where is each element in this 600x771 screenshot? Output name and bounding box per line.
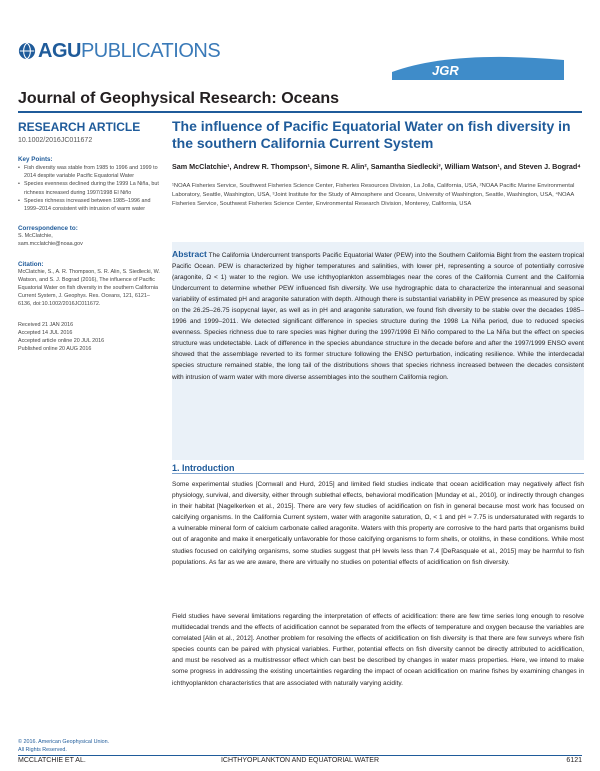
footer-authors: MCCLATCHIE ET AL. bbox=[18, 757, 86, 764]
citation bbox=[18, 261, 160, 309]
jgr-badge bbox=[392, 56, 564, 80]
key-point: • Species richness increased between 1985–1996 and 1999–2014 consistent with intrusion of warm water bbox=[24, 197, 160, 213]
section-label: RESEARCH ARTICLE bbox=[18, 120, 141, 134]
logo-publications-text: PUBLICATIONS bbox=[80, 39, 221, 62]
left-sidebar bbox=[18, 118, 160, 353]
body-paragraph: Some experimental studies [Cornwall and Hurd, 2015] and limited field studies indicate that ocean acidification may negatively affect fish physiology, survival, and diversity, either through sublethal effects, behavioral modification [Munday et al., 2010], or indirectly through changes in their habitat [Nagelkerken et al., 2015]. There are very few studies of acidification on fish in general because most work has focused on calcifying organisms. In the California Current system, water with aragonite saturation, Ω, < 1 and pH ≈ 7.75 is undersaturated with regards to a vulnerable mineral form of calcium carbonate called aragonite. Waters with this property are corrosive to the hard parts that organisms build out of aragonite and make it energetically unfavorable for those calcifying organisms to form shells, or otoliths, in these conditions. While most studies focused on calcifying organisms, some studies suggest that pH levels less than 7.4 [DeRasquale et al., 2015] may be harmful to fish populations. As far as we are aware, there are virtually no studies on potential effects of acidification on fish diversity. bbox=[172, 481, 584, 566]
copyright bbox=[18, 738, 160, 754]
key-points bbox=[18, 156, 160, 213]
article-header bbox=[172, 118, 584, 209]
doi[interactable]: 10.1002/2016JC011672 bbox=[18, 137, 93, 144]
jgr-badge-text: JGR bbox=[432, 63, 459, 78]
correspondence-heading: Correspondence to: bbox=[18, 225, 78, 233]
header-divider bbox=[18, 111, 582, 113]
footer-running-title: ICHTHYOPLANKTON AND EQUATORIAL WATER bbox=[220, 757, 380, 764]
journal-title: Journal of Geophysical Research: Oceans bbox=[18, 90, 340, 107]
affiliations: ¹NOAA Fisheries Service, Southwest Fisheries Science Center, Fisheries Resources Division, La Jolla, California, USA, ²NOAA Pacific Marine Environmental Laboratory, Seattle, Washington, USA, ³Joint Institute for the Study of Atmosphere and Oceans, University of Washington, Seattle, Washington, USA, ⁴NOAA Fisheries Service, Southwest Fisheries Science Center, Environmental Research Division, Monterey, California, USA bbox=[172, 182, 575, 207]
date-published: Published online 20 AUG 2016 bbox=[18, 346, 92, 353]
body-paragraph: Field studies have several limitations regarding the interpretation of effects of acidification: there are few time series long enough to resolve multidecadal trends and the effects of acidification cannot be separated from the effects of temperature and oxygen because the variables are correlated [Alin et al., 2012]. Another problem for resolving the effects of acidification on fish diversity is that there are few surveys where fish species counts can be paired with physical variables. Further, potential effects on fish diversity cannot be directly attributed to acidification, and must be resolved as a multistressor effect which can best be described by changes in water mass properties. Here, we intend to make some progress in addressing the existing uncertainties regarding the impact of ocean acidification on marine fishes by examining changes in ichthyoplankton characteristics that are associated with naturally varying acidity. bbox=[172, 613, 584, 687]
agu-publications-logo bbox=[18, 36, 220, 66]
logo-agu-text: AGU bbox=[38, 39, 81, 62]
correspondence bbox=[18, 225, 160, 248]
date-accepted: Accepted 14 JUL 2016 bbox=[18, 329, 73, 336]
abstract-label: Abstract bbox=[172, 249, 207, 259]
date-received: Received 21 JAN 2016 bbox=[18, 321, 74, 328]
citation-heading: Citation: bbox=[18, 260, 44, 268]
abstract-text: The California Undercurrent transports Pacific Equatorial Water (PEW) into the Southern California Bight from the eastern tropical Pacific Ocean. PEW is characterized by higher temperatures and salinities, with lower pH, representing a source of potentially corrosive (aragonite, Ω < 1) water to the region. We use ichthyoplankton assemblages near the cores of the California Current and the California Undercurrent to determine whether PEW influenced fish diversity. We use hydrographic data to characterize the interannual and seasonal variability of estimated pH and aragonite saturation with depth. Although there is substantial variability in PEW presence as measured by spice on the 26.25–26.75 isopycnal layer, as well as in pH and aragonite saturation, we found fish diversity to be stable over the decades 1985–1996 and 1999–2011. We detected significant difference in species structure during the 1998 La Niña period, due to reduced species evenness. Species richness due to rare species was higher during the 1997/1998 El Niño compared to the La Niña but the effect on species structure was undetectable. Lack of difference in the species abundance structure in the decade before and after the 1997/1999 ENSO event showed that the assemblage reverted to its former structure following the ENSO perturbation, indicating resilience. While the interdecadal species structure remained stable, the long tail of the distributions shows that species richness increased between the decades consistent with intrusion of warm water with more diverse assemblages into the southern California region. bbox=[172, 252, 584, 381]
copyright-line: All Rights Reserved. bbox=[18, 747, 67, 753]
author-list: Sam McClatchie¹, Andrew R. Thompson¹, Simone R. Alin², Samantha Siedlecki³, William Watson¹, and Steven J. Bograd⁴ bbox=[172, 162, 581, 171]
section-heading-introduction: 1. Introduction bbox=[172, 463, 235, 473]
key-point: • Fish diversity was stable from 1985 to 1996 and 1999 to 2014 despite variable Pacific Equatorial Water bbox=[24, 164, 160, 180]
date-accepted-online: Accepted article online 20 JUL 2016 bbox=[18, 338, 105, 345]
correspondence-name: S. McClatchie, bbox=[18, 233, 53, 240]
key-points-heading: Key Points: bbox=[18, 156, 53, 163]
correspondence-email[interactable]: sam.mcclatchie@noaa.gov bbox=[18, 241, 83, 248]
citation-text: McClatchie, S., A. R. Thompson, S. R. Alin, S. Siedlecki, W. Watson, and S. J. Bograd (2016), The influence of Pacific Equatorial Water on fish diversity in the southern California Current System, J. Geophys. Res. Oceans, 121, 6121–6136, doi:10.1002/2016JC011672. bbox=[18, 268, 160, 308]
footer-divider bbox=[18, 755, 582, 756]
copyright-line: © 2016. American Geophysical Union. bbox=[18, 739, 110, 745]
abstract bbox=[172, 249, 584, 383]
article-title: The influence of Pacific Equatorial Water on fish diversity in the southern California Current System bbox=[172, 118, 571, 151]
publication-dates bbox=[18, 321, 160, 354]
key-point: • Species evenness declined during the 1999 La Niña, but richness increased during 1997/1998 El Niño bbox=[24, 180, 160, 196]
agu-globe-icon bbox=[18, 42, 36, 60]
page-number: 6121 bbox=[566, 757, 582, 764]
section-divider bbox=[172, 473, 584, 474]
